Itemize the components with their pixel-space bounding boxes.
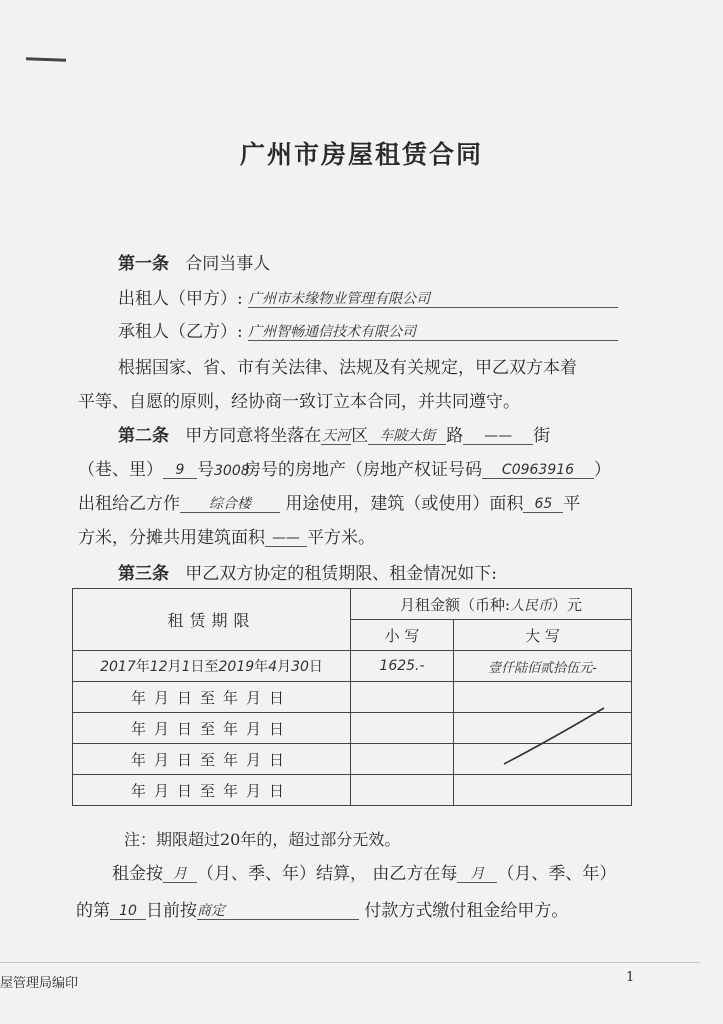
margin-mark [26, 57, 66, 61]
large-amount-cell: 壹仟陆佰贰拾伍元- [454, 651, 632, 682]
monthly-rent-suffix: ）元 [552, 595, 583, 614]
settle-label: 租金按 [112, 864, 163, 884]
monthly-rent-header [351, 589, 632, 620]
day-to-unit: 日至 [190, 659, 219, 675]
day-label: 的第 [76, 901, 110, 921]
number-label: 号 [197, 460, 214, 480]
start-day: 1 [181, 659, 191, 675]
year-unit: 年 [254, 659, 269, 675]
shared-area-label: 方米，分摊共用建筑面积 [78, 528, 265, 548]
settlement-line [112, 866, 616, 883]
road-label: 路 [446, 426, 464, 446]
street-value: —— [463, 429, 533, 445]
agreement-para-line2: 平等、自愿的原则，经协商一致订立本合同，并共同遵守。 [78, 392, 520, 412]
day-value: 10 [110, 904, 146, 920]
table-row [73, 651, 632, 682]
lessee-label: 承租人（乙方）: [118, 322, 243, 342]
start-year: 2017 [100, 659, 136, 675]
settle-value: 月 [163, 867, 197, 883]
article-2-heading: 第二条 [118, 426, 169, 446]
article-2-line1 [118, 428, 550, 445]
road-value: 车陂大街 [368, 429, 446, 445]
article-3-heading-text: 甲乙双方协定的租赁期限、租金情况如下: [185, 564, 497, 584]
term-note: 注：期限超过20年的，超过部分无效。 [124, 830, 401, 849]
footer-rule [0, 962, 700, 963]
table-row [73, 775, 632, 806]
article-2-line4 [78, 530, 375, 547]
method-value: 商定 [197, 904, 359, 920]
agreement-para-line1: 根据国家、省、市有关法律、法规及有关规定，甲乙双方本着 [118, 358, 577, 378]
strike-through-mark [500, 700, 610, 770]
month-unit: 月 [167, 659, 182, 675]
lessee-line [118, 324, 618, 341]
year-unit: 年 [135, 659, 150, 675]
use-value: 综合楼 [180, 497, 280, 513]
article-2-line3 [78, 496, 580, 513]
footer-publisher: 屋管理局编印 [0, 976, 79, 991]
cert-value: C0963916 [482, 463, 594, 479]
small-amount-cell: 1625.- [351, 651, 454, 682]
month-unit: 月 [277, 659, 292, 675]
period-cell [73, 651, 351, 682]
room-value: 3008 [214, 462, 250, 479]
small-amount-cell [351, 775, 454, 806]
start-month: 12 [149, 659, 168, 675]
document-title: 广州市房屋租赁合同 [239, 140, 483, 169]
article-1-heading-text: 合同当事人 [185, 254, 271, 274]
shared-area-value: —— [265, 531, 307, 547]
small-amount-cell [351, 744, 454, 775]
article-3-heading-line [118, 566, 497, 583]
end-year: 2019 [218, 659, 255, 675]
area-value: 65 [523, 497, 563, 513]
article-2-text: 甲方同意将坐落在 [185, 426, 322, 446]
article-1-heading: 第一条 [118, 254, 169, 274]
cert-close: ） [594, 460, 611, 480]
period-cell: 年月日至年月日 [73, 682, 351, 713]
day-unit: 日 [308, 659, 323, 675]
monthly-rent-label: 月租金额（币种: [399, 595, 511, 614]
district-value: 天河 [322, 427, 351, 444]
lessee-value: 广州智畅通信技术有限公司 [248, 325, 618, 341]
period-cell: 年月日至年月日 [73, 713, 351, 744]
article-2-line2 [78, 462, 611, 479]
currency-value: 人民币 [510, 597, 553, 614]
rent-table [72, 588, 632, 806]
large-amount-header: 大 写 [454, 620, 632, 651]
period-cell: 年月日至年月日 [73, 775, 351, 806]
lane-value: 9 [163, 463, 197, 479]
large-amount-cell [454, 775, 632, 806]
lessor-value: 广州市未缘物业管理有限公司 [248, 292, 618, 308]
article-3-heading: 第三条 [118, 564, 169, 584]
pay-period-value: 月 [457, 867, 497, 883]
small-amount-header: 小 写 [351, 620, 454, 651]
small-amount-cell [351, 713, 454, 744]
pay-period-options: （月、季、年） [497, 864, 617, 884]
end-month: 4 [268, 659, 278, 675]
use-label: 出租给乙方作 [78, 494, 180, 514]
payment-line [76, 903, 568, 920]
lessor-label: 出租人（甲方）: [118, 289, 243, 309]
cert-label: 房号的房地产（房地产权证号码 [244, 460, 482, 480]
area-label: 用途使用，建筑（或使用）面积 [285, 494, 524, 514]
lane-label: （巷、里） [78, 460, 163, 480]
shared-area-unit: 平方米。 [307, 528, 375, 548]
page-number: 1 [626, 970, 635, 985]
end-day: 30 [291, 659, 309, 675]
district-label: 区 [351, 426, 369, 446]
article-1-heading-line [118, 256, 270, 273]
period-cell: 年月日至年月日 [73, 744, 351, 775]
method-label: 日前按 [146, 901, 197, 921]
lessor-line [118, 291, 618, 308]
street-label: 街 [533, 426, 551, 446]
small-amount-cell [351, 682, 454, 713]
pay-period-label: （月、季、年）结算， 由乙方在每 [197, 864, 458, 884]
payment-suffix: 付款方式缴付租金给甲方。 [364, 901, 569, 921]
area-unit-start: 平 [563, 494, 581, 514]
period-header: 租赁期限 [73, 589, 351, 651]
